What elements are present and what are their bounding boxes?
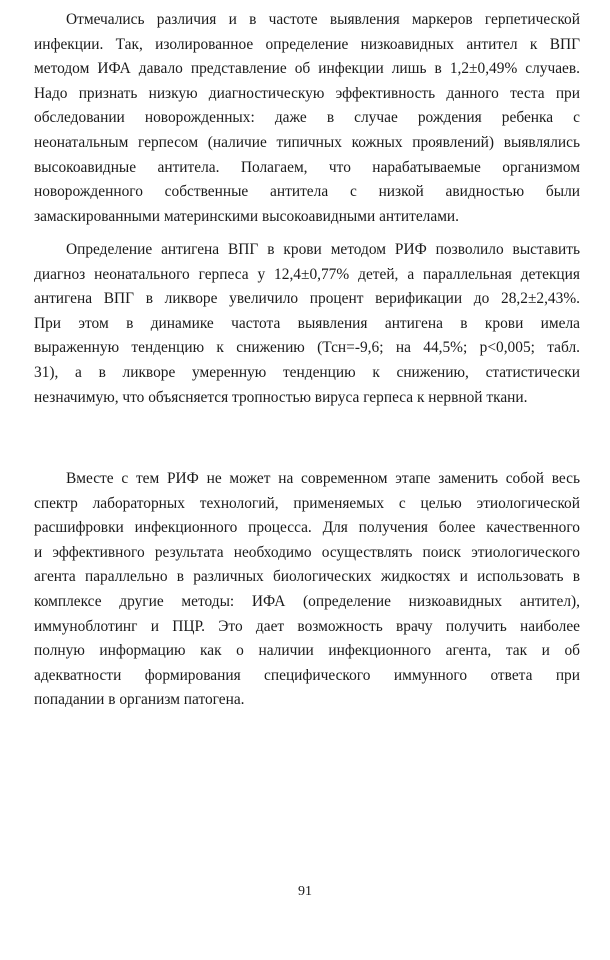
paragraph-line: незначимую, что объясняется тропностью вируса герпеса к нервной ткани. xyxy=(34,388,528,406)
paragraph-line: высокоавидные антитела. Полагаем, что нарабатываемые организмом xyxy=(34,158,580,176)
paragraph-line: диагноз неонатального герпеса у 12,4±0,77% детей, а параллельная детекция xyxy=(34,265,580,283)
page-number: 91 xyxy=(298,884,312,899)
paragraph-line: замаскированными материнскими высокоавидными антителами. xyxy=(34,207,460,225)
paragraph-line: агента параллельно в различных биологических жидкостях и использовать в xyxy=(34,568,580,586)
paragraph-line: иммуноблотинг и ПЦР. Это дает возможность врачу получить наиболее xyxy=(34,617,580,635)
paragraph-line: новорожденного собственные антитела с низкой авидностью были xyxy=(34,183,580,201)
paragraph-line: 31), а в ликворе умеренную тенденцию к снижению, статистически xyxy=(34,363,580,381)
paragraph-1 xyxy=(34,8,580,229)
paragraph-line: адекватности формирования специфического иммунного ответа при xyxy=(34,666,580,684)
paragraph-line: комплексе другие методы: ИФА (определение низкоавидных антител), xyxy=(34,592,580,610)
paragraph-line: расшифровки инфекционного процесса. Для получения более качественного xyxy=(34,519,580,537)
paragraph-line: инфекции. Так, изолированное определение низкоавидных антител к ВПГ xyxy=(34,35,580,53)
paragraph-line: Отмечались различия и в частоте выявления маркеров герпетической xyxy=(66,11,580,28)
paragraph-line: обследовании новорожденных: даже в случае рождения ребенка с xyxy=(34,109,580,127)
paragraph-line: спектр лабораторных технологий, применяемых с целью этиологической xyxy=(34,494,580,512)
paragraph-line: При этом в динамике частота выявления антигена в крови имела xyxy=(34,314,580,332)
paragraph-line: Определение антигена ВПГ в крови методом РИФ позволило выставить xyxy=(66,241,580,258)
paragraph-line: методом ИФА давало представление об инфекции лишь в 1,2±0,49% случаев. xyxy=(34,60,580,78)
paragraph-line: и эффективного результата необходимо осуществлять поиск этиологического xyxy=(34,543,580,561)
paragraph-line: Вместе с тем РИФ не может на современном этапе заменить собой весь xyxy=(66,470,580,487)
paragraph-2 xyxy=(34,238,580,410)
paragraph-3 xyxy=(34,467,580,713)
paragraph-line: неонатальным герпесом (наличие типичных кожных проявлений) выявлялись xyxy=(34,133,580,151)
paragraph-line: попадании в организм патогена. xyxy=(34,691,245,709)
paragraph-line: Надо признать низкую диагностическую эффективность данного теста при xyxy=(34,84,580,102)
paragraph-line: антигена ВПГ в ликворе увеличило процент верификации до 28,2±2,43%. xyxy=(34,290,580,308)
paragraph-line: выраженную тенденцию к снижению (Тсн=-9,6; на 44,5%; p<0,005; табл. xyxy=(34,339,580,357)
paragraph-line: полную информацию как о наличии инфекционного агента, так и об xyxy=(34,642,580,660)
